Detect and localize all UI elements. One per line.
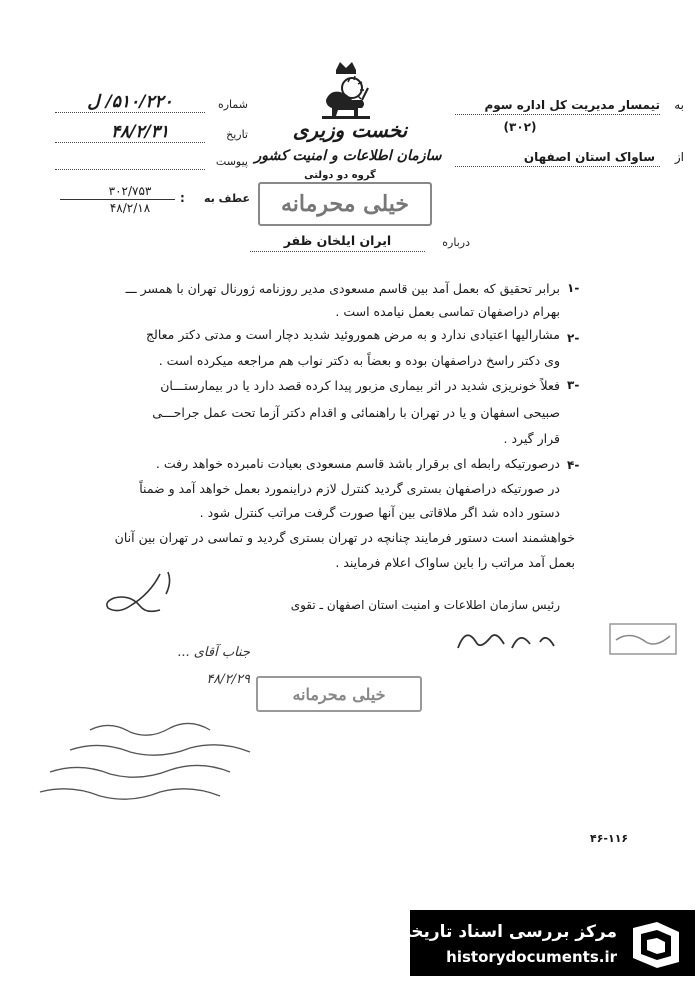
handwritten-mark-icon bbox=[450, 618, 680, 662]
item-4-line-3: دستور داده شد اگر ملاقاتی بین آنها صورت گرفت مراتب کنترل شود . bbox=[199, 505, 560, 520]
closing-line-1: خواهشمند است دستور فرمایند چنانچه در تهران بستری گردید و تماسی در تهران بین آنان bbox=[114, 530, 575, 545]
date-dotted-line bbox=[55, 142, 205, 143]
item-4-number: ۴- bbox=[567, 458, 580, 472]
closing-line-2: بعمل آمد مراتب را باین ساواک اعلام فرمایند . bbox=[335, 555, 575, 570]
item-2-line-1: مشارالیها اعتیادی ندارد و به مرض هموروئید شدید دچار است و مدتی دکتر معالج bbox=[145, 327, 560, 342]
handwritten-note-2: ۴۸/۲/۲۹ bbox=[206, 672, 250, 687]
item-1-line-1: برابر تحقیق که بعمل آمد بین قاسم مسعودی مدیر روزنامه ژورنال تهران با همسر ـــ bbox=[125, 281, 560, 296]
item-2-number: ۲- bbox=[567, 331, 580, 345]
item-4-line-2: در صورتیکه دراصفهان بستری گردید کنترل لازم دراینمورد بعمل خواهد آمد و ضمناً bbox=[139, 481, 560, 496]
subject-value: ایران ایلخان ظفر bbox=[283, 233, 392, 248]
subject-dotted-line bbox=[250, 251, 425, 252]
from-label: از bbox=[674, 150, 684, 164]
reference-colon: : bbox=[180, 191, 185, 205]
item-3-line-3: قرار گیرد . bbox=[503, 431, 560, 446]
to-value: تیمسار مدیریت کل اداره سوم bbox=[484, 98, 660, 112]
signature-line: رئیس سازمان اطلاعات و امنیت استان اصفهان ـ تقوی bbox=[290, 598, 560, 612]
number-value: ۵۱۰/۲۲۰/ ل bbox=[87, 92, 173, 112]
item-1-line-2: بهرام دراصفهان تماسی بعمل نیامده است . bbox=[335, 304, 560, 319]
handwritten-note-1: جناب آقای ... bbox=[177, 645, 250, 660]
organization-title: سازمان اطلاعات و امنیت کشور bbox=[254, 148, 442, 164]
from-value: ساواک استان اصفهان bbox=[523, 150, 655, 164]
subject-label: درباره bbox=[442, 236, 470, 249]
from-dotted-line bbox=[455, 166, 660, 167]
number-dotted-line bbox=[55, 112, 205, 113]
classification-stamp: خیلی محرمانه bbox=[258, 182, 432, 226]
date-value: ۴۸/۲/۳۱ bbox=[110, 122, 170, 142]
handwritten-annotations-icon bbox=[30, 700, 270, 810]
date-label: تاریخ bbox=[226, 128, 248, 141]
archive-brand-url: historydocuments.ir bbox=[446, 948, 617, 966]
signature-scribble-icon bbox=[90, 566, 200, 626]
archive-brand-name: مرکز بررسی اسناد تاریخی bbox=[394, 922, 617, 942]
item-4-line-1: درصورتیکه رابطه ای برقرار باشد قاسم مسعودی بعیادت نامبرده خواهد رفت . bbox=[155, 456, 560, 471]
reference-rule bbox=[60, 199, 175, 200]
item-3-line-2: صبیحی اسفهان و یا در تهران با راهنمائی و اقدام دکتر آزما تحت عمل جراحـــی bbox=[152, 405, 560, 420]
attachment-dotted-line bbox=[55, 169, 205, 170]
reference-label: عطف به bbox=[204, 192, 250, 205]
item-3-line-1: فعلاً خونریزی شدید در اثر بیماری مزبور پیدا کرده قصد دارد یا در بیمارستـــان bbox=[160, 378, 560, 393]
reference-number: ۳۰۲/۷۵۳ bbox=[108, 184, 152, 198]
item-2-line-2: وی دکتر راسخ دراصفهان بوده و بعضاً به دکتر نواب هم مراجعه میکرده است . bbox=[158, 353, 560, 368]
lower-classification-stamp: خیلی محرمانه bbox=[256, 676, 422, 712]
number-label: شماره bbox=[217, 98, 248, 111]
reference-date: ۴۸/۲/۱۸ bbox=[109, 201, 151, 215]
department-line: گروه دو دولتی bbox=[304, 170, 376, 181]
to-code: (۳۰۲) bbox=[503, 120, 537, 134]
item-1-number: ۱- bbox=[567, 281, 580, 295]
to-label: به bbox=[674, 98, 684, 112]
page-code: ۴۶-۱۱۶ bbox=[590, 832, 629, 845]
item-3-number: ۳- bbox=[567, 378, 580, 392]
ministry-title: نخست وزیری bbox=[292, 118, 408, 142]
archive-logo-icon bbox=[627, 918, 685, 970]
attachment-label: پیوست bbox=[215, 155, 248, 168]
to-dotted-line bbox=[455, 114, 660, 115]
archive-brand-footer bbox=[394, 910, 695, 976]
lion-and-sun-emblem-icon bbox=[318, 60, 374, 122]
